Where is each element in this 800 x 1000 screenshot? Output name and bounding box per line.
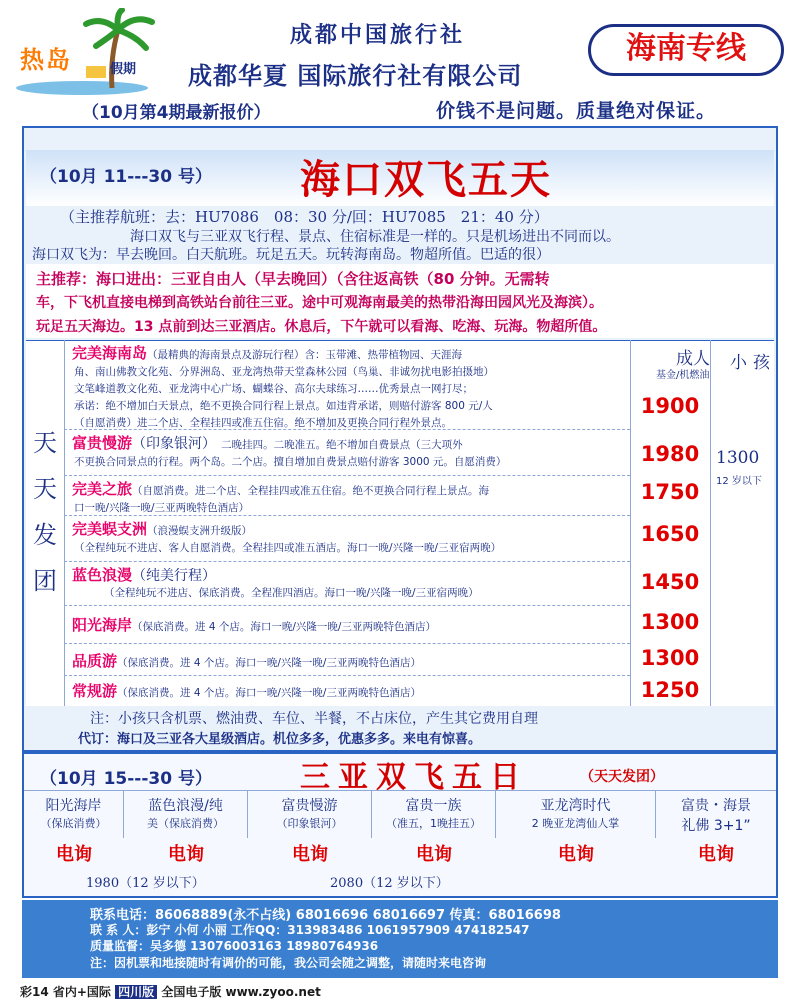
adult-price: 1900 (640, 394, 700, 418)
product-sub: （保底消费。进 4 个店。海口一晚/兴隆一晚/三亚两晚特色酒店） (132, 621, 436, 633)
product-sub: （纯美行程） (132, 568, 217, 584)
adult-price: 1650 (640, 522, 700, 546)
product-line: 口一晚/兴隆一晚/三亚两晚特色酒店） (74, 502, 250, 514)
product-name: 品质游 (72, 652, 118, 670)
product-sub: （最精典的海南景点及游玩行程）含：玉带滩、热带植物园、天涯海 (147, 349, 463, 361)
child-price: 1300 (716, 448, 760, 468)
table-divider (630, 340, 631, 706)
adult-price: 1750 (640, 480, 700, 504)
product-row (64, 478, 630, 516)
product-name: 完美蜈支洲 (72, 520, 148, 538)
sanya-title: 三亚双飞五日 (300, 760, 528, 795)
inquire-price: 电询 (56, 844, 92, 865)
page-footer (20, 983, 321, 1000)
quality-supervisor: 质量监督：吴多德 13076003163 18980764936 (90, 939, 379, 953)
sanya-product (372, 790, 496, 838)
agency-name-2: 成都华夏 国际旅行社有限公司 (188, 62, 523, 90)
adult-header: 成人 (676, 349, 710, 369)
promo-line-3: 玩足五天海边。13 点前到达三亚酒店。休息后，下午就可以看海、吃海、玩海。物超所值。 (36, 319, 607, 335)
inquire-price: 电询 (168, 844, 204, 865)
child-note: 注：小孩只含机票、燃油费、车位、半餐，不占床位，产生其它费用自理 (90, 711, 538, 727)
sanya-product-name: 蓝色浪漫/纯 (148, 798, 223, 814)
product-name: 完美之旅 (72, 480, 133, 498)
page-number: 彩14 省内+国际 (20, 985, 111, 999)
sanya-product-sub: 美（保底消费） (147, 817, 224, 830)
sanya-product (496, 790, 656, 838)
sanya-date: （10月 15---30 号） (40, 769, 212, 789)
haikou-desc-2: 海口双飞为：早去晚回。白天航班。玩足五天。玩转海南岛。物超所值。巴适的很） (32, 247, 550, 263)
inquire-price: 电询 (558, 844, 594, 865)
product-name: 常规游 (72, 682, 118, 700)
haikou-date: （10月 11---30 号） (40, 167, 212, 187)
logo-holiday-text: 假期 (110, 62, 137, 77)
adult-price: 1300 (640, 646, 700, 670)
adult-price: 1250 (640, 678, 700, 702)
product-sub: （保底消费。进 4 个店。海口一晚/兴隆一晚/三亚两晚特色酒店） (117, 687, 421, 699)
child-price-2: 2080（12 岁以下） (330, 876, 449, 891)
sanya-product-name: 富贵一族 (405, 798, 462, 814)
haikou-desc-1: 海口双飞与三亚双飞行程、景点、住宿标准是一样的。只是机场进出不同而以。 (130, 229, 620, 245)
promo-line-1: 主推荐：海口进出：三亚自由人（早去晚回）（含往返高铁（80 分钟。无需转 (36, 270, 550, 288)
product-line: 承诺：绝不增加白天景点，绝不更换合同行程上景点。如违背承诺，则赔付游客 800 元/人 (74, 400, 493, 412)
side-char: 团 (33, 567, 57, 595)
product-line: 角、南山佛教文化苑、分界洲岛、亚龙湾热带天堂森林公园（鸟巢、非诚勿扰电影拍摄地） (74, 366, 494, 378)
product-row (64, 646, 630, 676)
product-sub: （印象银河） (132, 436, 217, 452)
slogan: 价钱不是问题。质量绝对保证。 (436, 100, 717, 122)
side-char: 天 (33, 475, 57, 503)
sanya-product-sub: （保底消费） (40, 817, 107, 830)
booking-note: 代订：海口及三亚各大星级酒店。机位多多，优惠多多。来电有惊喜。 (78, 732, 482, 747)
adult-price: 1300 (640, 610, 700, 634)
sanya-product-name: 阳光海岸 (45, 798, 102, 814)
side-char: 发 (33, 521, 57, 549)
inquire-price: 电询 (698, 844, 734, 865)
product-name: 富贵慢游 (72, 434, 133, 452)
haikou-title: 海口双飞五天 (300, 157, 552, 203)
product-row (64, 342, 630, 430)
contact-people: 联 系 人：彭宁 小何 小丽 工作QQ：313983486 1061957909 474182547 (90, 923, 530, 937)
child-age-note: 12 岁以下 (716, 476, 762, 487)
daily-departure-label (30, 420, 60, 604)
product-line: （全程纯玩不进店、保底消费。全程准四酒店。海口一晚/兴隆一晚/三亚宿两晚） (104, 587, 479, 599)
sanya-product-sub: （印象银河） (276, 817, 343, 830)
product-line: 不更换合同景点的行程。两个岛。二个店。擅自增加自费景点赔付游客 3000 元。自愿消费） (74, 456, 507, 468)
child-header: 小孩 (730, 353, 776, 373)
product-name: 阳光海岸 (72, 616, 133, 634)
child-price-1: 1980（12 岁以下） (86, 876, 205, 891)
product-row (64, 432, 630, 476)
inquire-price: 电询 (292, 844, 328, 865)
product-line: 文笔峰道教文化苑、亚龙湾中心广场、蝴蝶谷、高尔夫球练习……优秀景点一网打尽； (74, 383, 473, 395)
adult-price: 1450 (640, 570, 700, 594)
sanya-title-sub: （天天发团） (580, 769, 664, 785)
sanya-product-name: 富贵慢游 (281, 798, 338, 814)
price-change-note: 注：因机票和地接随时有调价的可能，我公司会随之调整，请随时来电咨询 (90, 956, 487, 970)
issue-label: （10月第4期最新报价） (82, 103, 271, 123)
product-row (64, 518, 630, 562)
product-row (64, 608, 630, 644)
product-line: （全程纯玩不进店、客人自愿消费。全程挂四或准五酒店。海口一晚/兴隆一晚/三亚宿两晚） (74, 542, 502, 554)
sanya-product-name: 亚龙湾时代 (540, 798, 611, 814)
edition-badge: 四川版 (115, 985, 157, 999)
product-name: 蓝色浪漫 (72, 566, 133, 584)
flight-info: （主推荐航班：去：HU7086 08：30 分/回：HU7085 21：40 分） (60, 208, 549, 226)
product-sub: （保底消费。进 4 个店。海口一晚/兴隆一晚/三亚两晚特色酒店） (117, 657, 421, 669)
product-sub: （浪漫蜈支洲升级版） (147, 525, 253, 537)
logo-hot-text: 热岛 (20, 45, 72, 74)
sanya-product (656, 790, 776, 838)
product-row (64, 678, 630, 706)
sanya-product-sub: （准五，1晚挂五） (386, 817, 481, 830)
sanya-product (124, 790, 248, 838)
agency-name-1: 成都中国旅行社 (290, 23, 466, 48)
product-sub: （自愿消费。进二个店、全程挂四或准五住宿。绝不更换合同行程上景点。海 (132, 485, 490, 497)
promo-line-2: 车，下飞机直接电梯到高铁站台前往三亚。途中可观海南最美的热带沿海田园风光及海滨）。 (36, 295, 603, 311)
product-tail: 二晚挂四。二晚准五。绝不增加自费景点（三大项外 (221, 439, 463, 451)
adult-subheader: 基金/机燃油 (656, 370, 710, 381)
contact-phone: 联系电话：86068889(永不占线) 68016696 68016697 传真：68016698 (90, 908, 561, 923)
website: 全国电子版 www.zyoo.net (161, 985, 321, 999)
product-name: 完美海南岛 (72, 344, 148, 362)
inquire-price: 电询 (416, 844, 452, 865)
product-line: （自愿消费）进二个店、全程挂四或准五住宿。绝不增加及更换合同行程外景点。 (74, 417, 452, 429)
hainan-line-badge: 海南专线 (588, 24, 784, 76)
sanya-product-sub: 礼佛 3+1” (681, 818, 751, 834)
sanya-product-sub: 2 晚亚龙湾仙人掌 (531, 817, 620, 830)
product-row (64, 564, 630, 606)
sanya-product (248, 790, 372, 838)
sanya-product (24, 790, 124, 838)
side-char: 天 (33, 429, 57, 457)
adult-price: 1980 (640, 442, 700, 466)
table-divider (710, 340, 711, 706)
sanya-product-name: 富贵・海景 (681, 798, 751, 814)
